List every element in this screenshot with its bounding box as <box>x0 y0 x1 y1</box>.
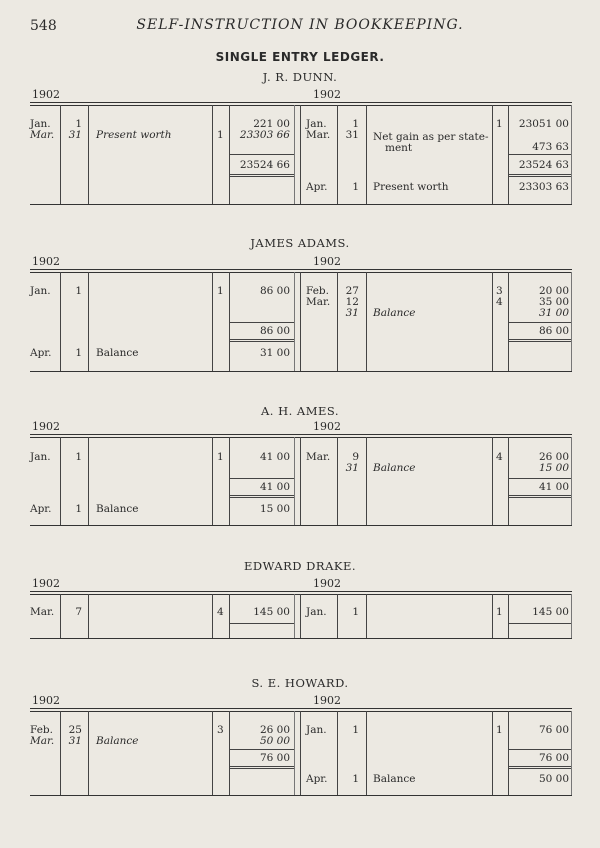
debit-day: 1 <box>75 285 82 297</box>
ledger-drake <box>30 577 572 639</box>
debit-desc: Balance <box>96 347 139 359</box>
account-title-dunn: J. R. DUNN. <box>262 70 338 84</box>
credit-ref: 3 <box>496 285 503 297</box>
debit-ref: 1 <box>217 285 224 297</box>
credit-day: 12 <box>345 296 359 308</box>
credit-amount: 23051 00 <box>518 118 569 130</box>
credit-day: 1 <box>352 118 359 130</box>
year-right: 1902 <box>313 577 341 590</box>
debit-day: 1 <box>75 118 82 130</box>
credit-month: Jan. <box>306 606 327 618</box>
account-title-drake: EDWARD DRAKE. <box>243 559 357 573</box>
credit-day: 31 <box>345 462 359 474</box>
debit-amount: 145 00 <box>253 606 290 618</box>
debit-month: Mar. <box>30 735 55 747</box>
year-right: 1902 <box>313 88 341 101</box>
ledger-dunn <box>30 88 572 206</box>
credit-month: Feb. <box>306 285 329 297</box>
credit-day: 1 <box>352 724 359 736</box>
credit-month: Apr. <box>306 181 328 193</box>
credit-amount: 473 63 <box>532 141 569 153</box>
credit-amount: 145 00 <box>532 606 569 618</box>
debit-ref: 1 <box>217 129 224 141</box>
debit-desc: Balance <box>96 735 139 747</box>
credit-month: Jan. <box>306 118 327 130</box>
credit-day: 1 <box>352 773 359 785</box>
ledger-howard <box>30 694 572 796</box>
credit-day: 1 <box>352 181 359 193</box>
credit-month: Apr. <box>306 773 328 785</box>
debit-month: Jan. <box>30 118 51 130</box>
credit-day: 9 <box>352 451 359 463</box>
debit-ref: 4 <box>217 606 224 618</box>
year-left: 1902 <box>32 255 60 268</box>
credit-amount: 23303 63 <box>518 181 569 193</box>
credit-amount: 20 00 <box>538 285 569 297</box>
year-left: 1902 <box>32 420 60 433</box>
credit-day: 31 <box>345 307 359 319</box>
debit-amount: 15 00 <box>259 503 290 515</box>
credit-ref: 1 <box>496 118 503 130</box>
debit-desc: Present worth <box>96 129 172 141</box>
credit-amount: 76 00 <box>538 724 569 736</box>
year-left: 1902 <box>32 577 60 590</box>
credit-month: Mar. <box>306 451 331 463</box>
credit-day: 1 <box>352 606 359 618</box>
credit-amount: 15 00 <box>538 462 569 474</box>
credit-desc: Balance <box>373 462 416 474</box>
credit-total: 76 00 <box>538 752 569 764</box>
credit-ref: 1 <box>496 606 503 618</box>
credit-amount: 31 00 <box>538 307 569 319</box>
year-left: 1902 <box>32 694 60 707</box>
debit-month: Apr. <box>30 503 52 515</box>
credit-amount: 50 00 <box>538 773 569 785</box>
year-right: 1902 <box>313 420 341 433</box>
account-title-howard: S. E. HOWARD. <box>251 676 349 690</box>
debit-month: Mar. <box>30 129 55 141</box>
credit-desc: Net gain as per state- <box>373 131 489 143</box>
debit-total: 23524 66 <box>239 159 290 171</box>
credit-total: 23524 63 <box>518 159 569 171</box>
credit-desc-cont: ment <box>385 142 413 154</box>
debit-day: 7 <box>75 606 82 618</box>
credit-desc: Balance <box>373 773 416 785</box>
year-left: 1902 <box>32 88 60 101</box>
debit-total: 76 00 <box>259 752 290 764</box>
debit-day: 1 <box>75 347 82 359</box>
credit-day: 31 <box>345 129 359 141</box>
credit-total: 41 00 <box>538 481 569 493</box>
debit-amount: 41 00 <box>259 451 290 463</box>
running-head: SELF-INSTRUCTION IN BOOKKEEPING. <box>136 17 464 33</box>
credit-amount: 35 00 <box>538 296 569 308</box>
debit-amount: 23303 66 <box>239 129 290 141</box>
debit-day: 31 <box>68 735 82 747</box>
ledger-title: SINGLE ENTRY LEDGER. <box>215 50 385 64</box>
debit-day: 31 <box>68 129 82 141</box>
ledger-ames <box>30 420 572 526</box>
debit-day: 1 <box>75 451 82 463</box>
account-title-adams: JAMES ADAMS. <box>250 236 350 250</box>
ledger-adams <box>30 255 572 371</box>
year-right: 1902 <box>313 694 341 707</box>
credit-ref: 4 <box>496 451 503 463</box>
credit-ref: 4 <box>496 296 503 308</box>
debit-ref: 3 <box>217 724 224 736</box>
credit-desc: Balance <box>373 307 416 319</box>
debit-month: Feb. <box>30 724 53 736</box>
debit-day: 1 <box>75 503 82 515</box>
debit-amount: 86 00 <box>259 285 290 297</box>
debit-total: 86 00 <box>259 325 290 337</box>
debit-amount: 221 00 <box>253 118 290 130</box>
credit-month: Mar. <box>306 129 331 141</box>
debit-day: 25 <box>68 724 82 736</box>
debit-total: 41 00 <box>259 481 290 493</box>
credit-month: Jan. <box>306 724 327 736</box>
debit-amount: 50 00 <box>259 735 290 747</box>
debit-ref: 1 <box>217 451 224 463</box>
credit-amount: 26 00 <box>538 451 569 463</box>
debit-month: Jan. <box>30 285 51 297</box>
credit-ref: 1 <box>496 724 503 736</box>
credit-desc: Present worth <box>373 181 449 193</box>
debit-amount: 31 00 <box>259 347 290 359</box>
debit-month: Apr. <box>30 347 52 359</box>
debit-month: Mar. <box>30 606 55 618</box>
credit-total: 86 00 <box>538 325 569 337</box>
account-title-ames: A. H. AMES. <box>260 404 340 418</box>
credit-month: Mar. <box>306 296 331 308</box>
credit-day: 27 <box>345 285 359 297</box>
debit-desc: Balance <box>96 503 139 515</box>
year-right: 1902 <box>313 255 341 268</box>
debit-amount: 26 00 <box>259 724 290 736</box>
debit-month: Jan. <box>30 451 51 463</box>
page-number: 548 <box>30 18 57 34</box>
